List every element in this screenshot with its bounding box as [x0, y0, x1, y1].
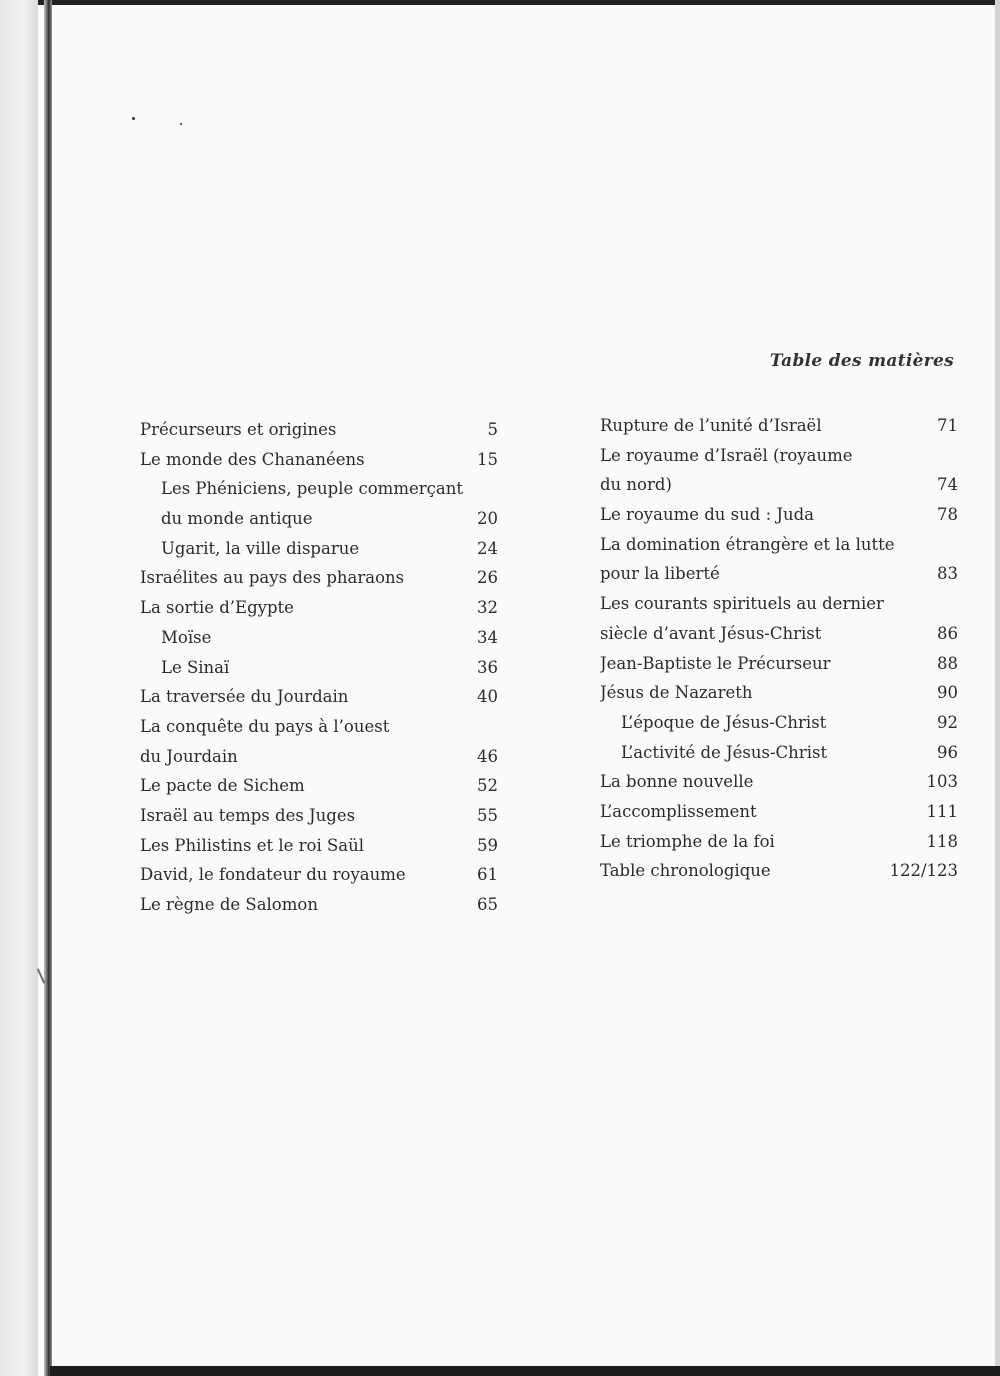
- toc-entry-title: Israël au temps des Juges: [140, 805, 356, 825]
- toc-entry-title: L’accomplissement: [600, 801, 757, 821]
- toc-heading: Table des matières: [769, 351, 954, 371]
- toc-entry-title: Jésus de Nazareth: [600, 683, 753, 703]
- toc-page-number: 15: [477, 449, 498, 469]
- toc-entry-title: Les Philistins et le roi Saül: [140, 835, 365, 855]
- toc-entry-title: La domination étrangère et la lutte: [600, 534, 895, 554]
- toc-entry: [600, 530, 958, 560]
- toc-entry: [600, 411, 958, 441]
- toc-page-number: 118: [926, 831, 958, 851]
- toc-entry: [140, 771, 498, 801]
- toc-entry: [140, 653, 498, 683]
- toc-entry-title: siècle d’avant Jésus-Christ: [600, 623, 822, 643]
- toc-entry: [140, 534, 498, 564]
- toc-page-number: 78: [937, 505, 958, 525]
- toc-page-number: 20: [477, 509, 498, 529]
- toc-page-number: 32: [477, 598, 498, 618]
- toc-entry-title: Le royaume du sud : Juda: [600, 505, 815, 525]
- toc-entry-title: Les courants spirituels au dernier: [600, 594, 884, 614]
- toc-page-number: 26: [477, 568, 498, 588]
- toc-entry: [140, 860, 498, 890]
- toc-entry: [140, 623, 498, 653]
- toc-page-number: 61: [477, 865, 498, 885]
- scan-bottom-edge: [50, 1366, 1000, 1376]
- toc-entry-title: Le royaume d’Israël (royaume: [600, 445, 853, 465]
- toc-entry: [140, 890, 498, 920]
- toc-entry-title: pour la liberté: [600, 564, 720, 584]
- toc-page-number: 86: [937, 623, 958, 643]
- toc-entry: [140, 682, 498, 712]
- toc-entry-title: La bonne nouvelle: [600, 772, 754, 792]
- toc-entry-title: L’époque de Jésus-Christ: [621, 712, 827, 732]
- speck-mark: [132, 117, 135, 120]
- toc-page-number: 96: [937, 742, 958, 762]
- toc-entry-title: Moïse: [161, 627, 212, 647]
- toc-entry-title: Le Sinaï: [161, 657, 230, 677]
- toc-page-number: 59: [477, 835, 498, 855]
- toc-page-number: 55: [477, 805, 498, 825]
- toc-page-number: 71: [937, 416, 958, 435]
- toc-entry: [140, 563, 498, 593]
- toc-entry-title: Israélites au pays des pharaons: [140, 568, 405, 588]
- toc-entry: [140, 504, 498, 534]
- toc-page-number: 36: [477, 657, 498, 677]
- scan-right-edge: [995, 0, 1000, 1376]
- toc-entry: [140, 415, 498, 445]
- toc-page-number: 88: [937, 653, 958, 673]
- toc-entry: [600, 856, 958, 886]
- toc-left-column: [140, 415, 498, 920]
- toc-right-column: [600, 411, 958, 886]
- toc-entry-title: Ugarit, la ville disparue: [161, 538, 360, 558]
- toc-page-number: 24: [477, 538, 498, 558]
- toc-entry: [600, 708, 958, 738]
- toc-entry-title: La traversée du Jourdain: [140, 687, 349, 707]
- toc-page-number: 65: [477, 895, 498, 914]
- toc-entry-title: Précurseurs et origines: [140, 420, 337, 439]
- toc-entry-title: du monde antique: [161, 509, 313, 529]
- toc-page-number: 40: [477, 687, 498, 707]
- toc-entry-title: Jean-Baptiste le Précurseur: [600, 653, 831, 673]
- toc-entry: [140, 742, 498, 772]
- toc-entry-title: Table chronologique: [600, 861, 771, 881]
- spine-shadow-line: [44, 0, 52, 1376]
- toc-entry: [600, 470, 958, 500]
- toc-entry-title: L’activité de Jésus-Christ: [621, 742, 828, 762]
- toc-entry-title: La conquête du pays à l’ouest: [140, 716, 390, 736]
- toc-entry-title: La sortie d’Egypte: [140, 598, 294, 618]
- toc-entry: [600, 441, 958, 471]
- toc-entry: [600, 797, 958, 827]
- scan-top-edge: [0, 0, 1000, 5]
- toc-entry: [140, 831, 498, 861]
- toc-entry-title: du Jourdain: [140, 746, 238, 766]
- toc-entry: [600, 589, 958, 619]
- toc-entry: [600, 619, 958, 649]
- toc-page-number: 92: [937, 712, 958, 732]
- toc-entry: [600, 767, 958, 797]
- toc-entry: [140, 445, 498, 475]
- toc-entry-title: Les Phéniciens, peuple commerçant: [161, 479, 463, 499]
- toc-page-number: 5: [487, 420, 498, 439]
- toc-page-number: 52: [477, 776, 498, 796]
- toc-page-number: 34: [477, 627, 498, 647]
- toc-entry: [600, 500, 958, 530]
- book-spine: [0, 0, 38, 1376]
- toc-page-number: 46: [477, 746, 498, 766]
- toc-entry: [600, 827, 958, 857]
- toc-entry-title: Le triomphe de la foi: [600, 831, 775, 851]
- toc-entry-title: Rupture de l’unité d’Israël: [600, 416, 822, 435]
- toc-entry: [140, 593, 498, 623]
- toc-entry: [140, 801, 498, 831]
- toc-entry-title: du nord): [600, 475, 672, 495]
- toc-entry: [600, 738, 958, 768]
- toc-page-number: 111: [926, 801, 958, 821]
- toc-entry: [140, 712, 498, 742]
- toc-page-number: 90: [937, 683, 958, 703]
- toc-entry-title: David, le fondateur du royaume: [140, 865, 406, 885]
- toc-entry: [600, 649, 958, 679]
- toc-page-number: 122/123: [889, 861, 958, 881]
- toc-entry: [140, 474, 498, 504]
- toc-entry-title: Le règne de Salomon: [140, 895, 318, 914]
- toc-page-number: 74: [937, 475, 958, 495]
- toc-entry-title: Le monde des Chananéens: [140, 449, 365, 469]
- speck-mark: [180, 123, 182, 125]
- toc-page-number: 103: [926, 772, 958, 792]
- toc-page-number: 83: [937, 564, 958, 584]
- toc-entry: [600, 678, 958, 708]
- toc-entry-title: Le pacte de Sichem: [140, 776, 305, 796]
- toc-entry: [600, 559, 958, 589]
